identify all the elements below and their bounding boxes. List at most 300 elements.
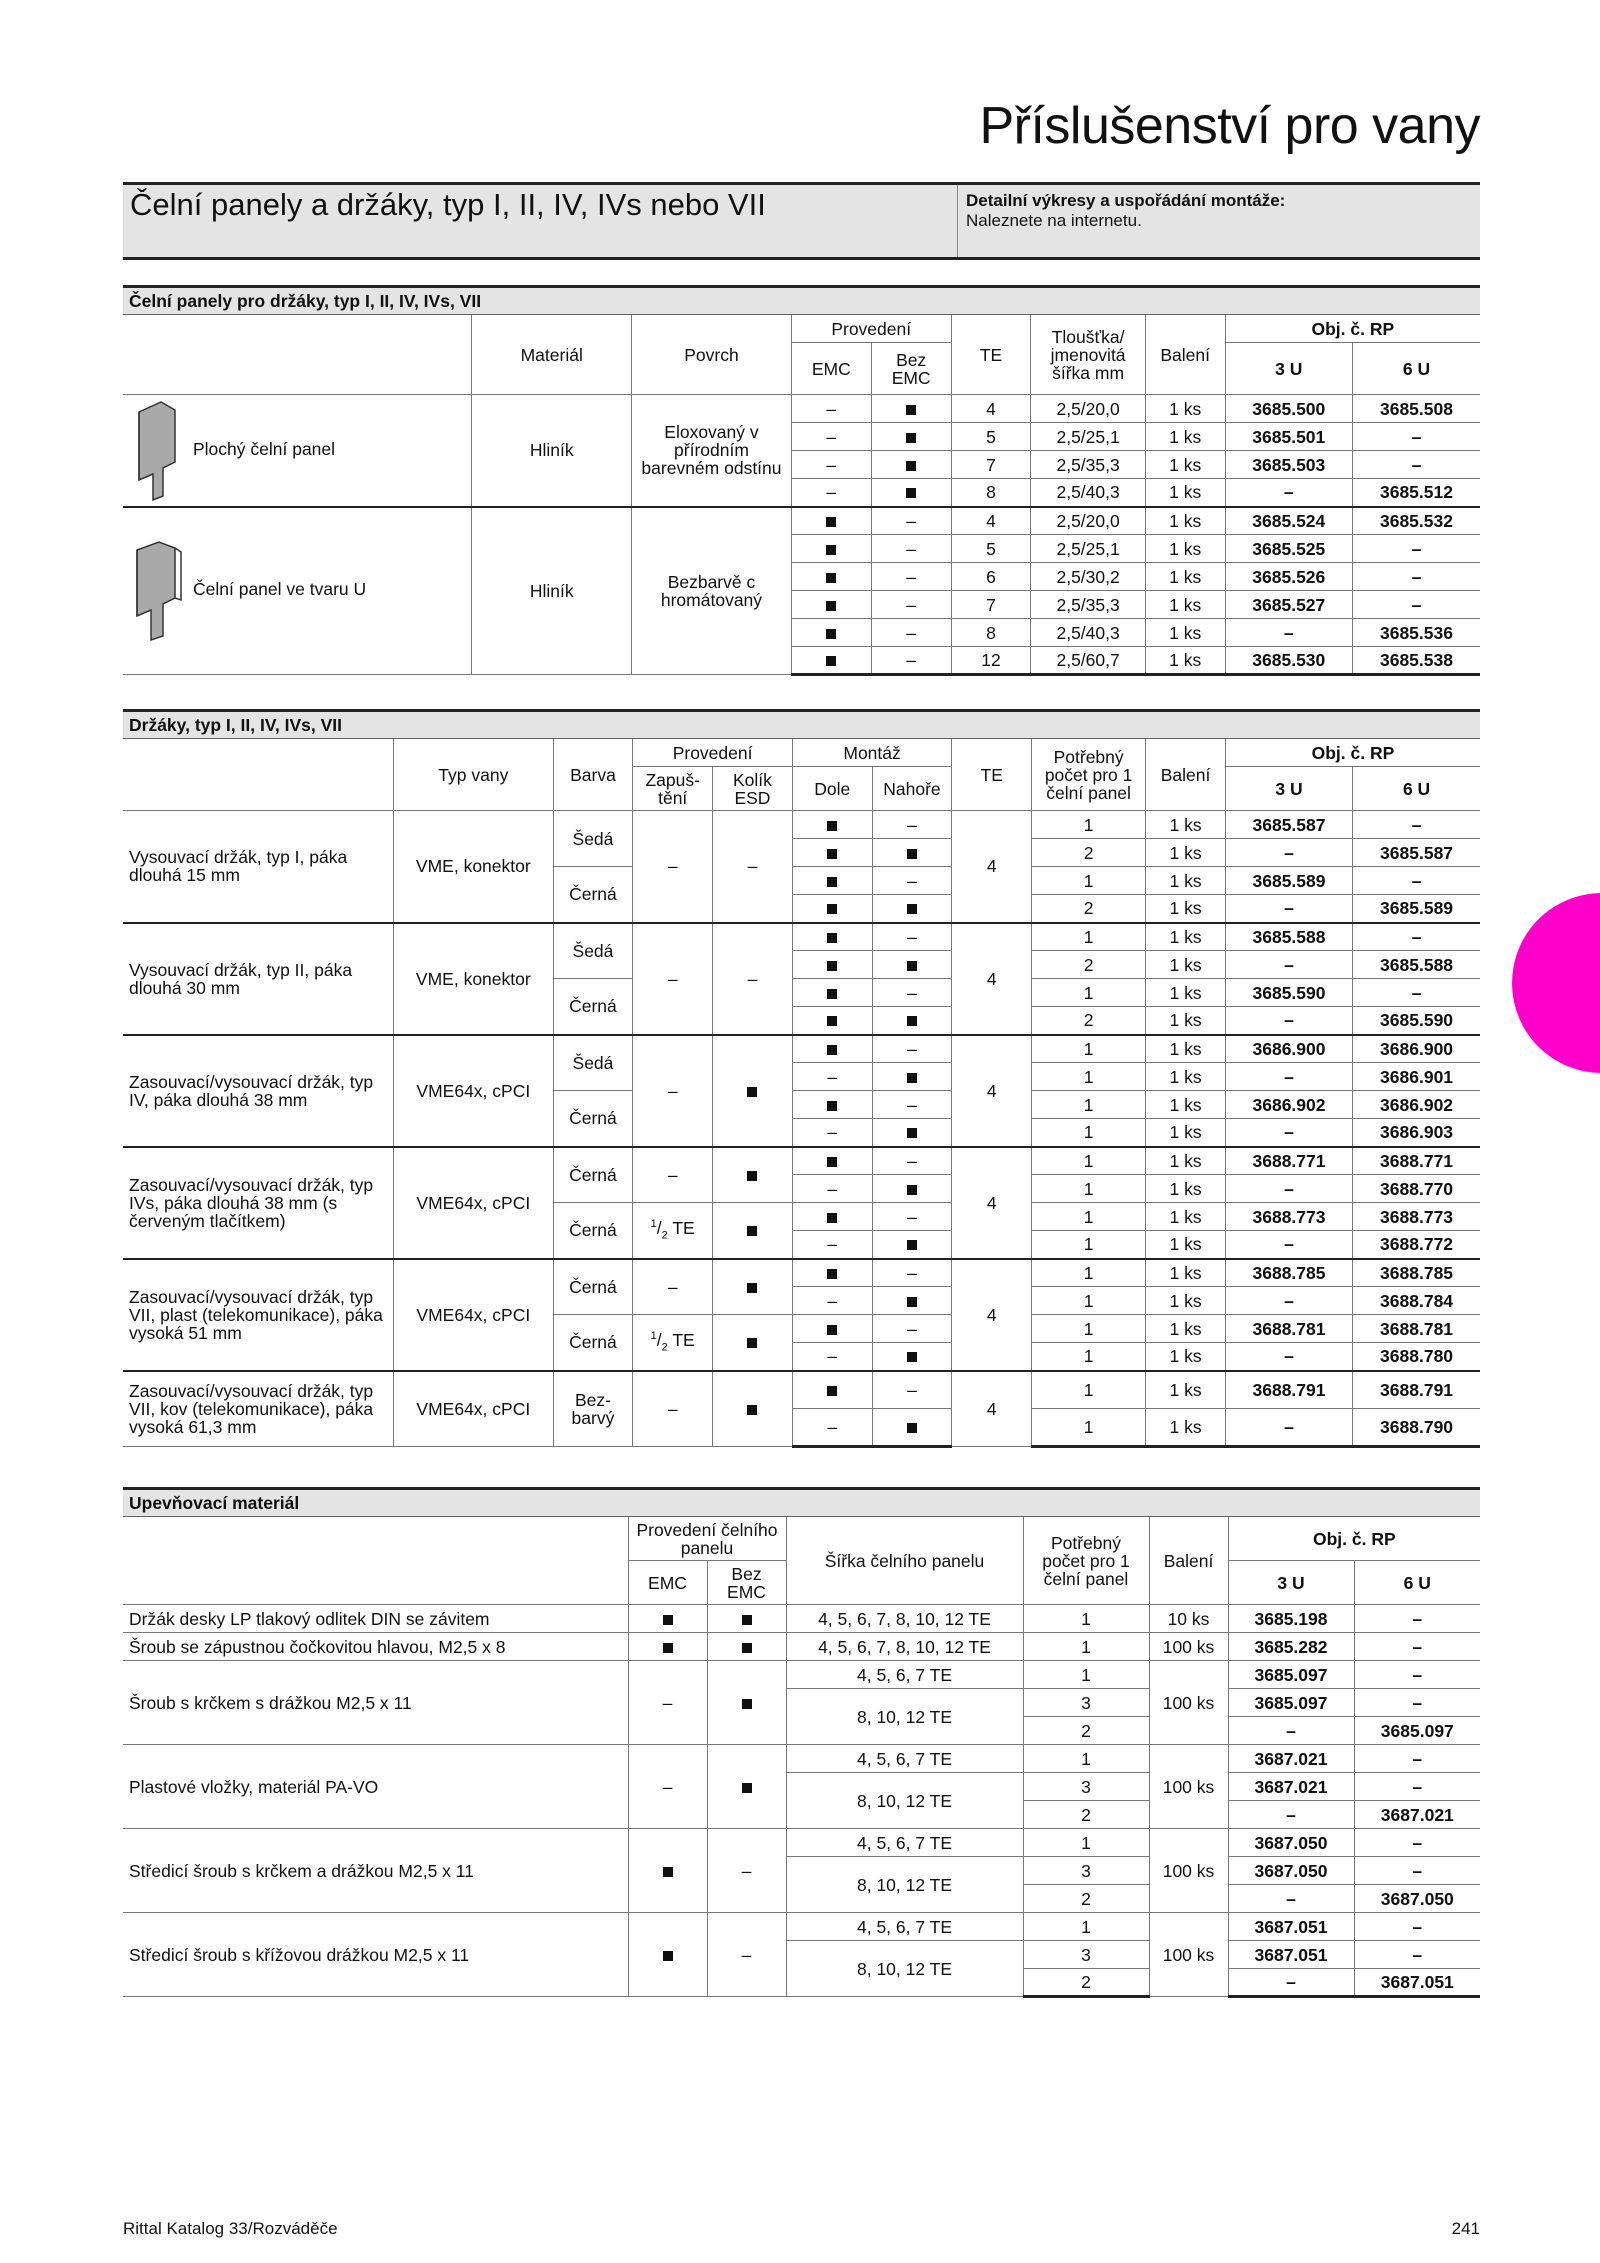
table-row bbox=[123, 1605, 1480, 1633]
table-cell bbox=[872, 1063, 952, 1091]
color-cell: Bez- barvý bbox=[553, 1371, 633, 1447]
square-mark-icon bbox=[747, 1171, 757, 1181]
table-cell: – bbox=[872, 811, 952, 839]
table-cell: 1 ks bbox=[1146, 1007, 1226, 1035]
square-mark-icon bbox=[742, 1615, 752, 1625]
table-cell: – bbox=[791, 451, 871, 479]
col-header: Typ vany bbox=[394, 739, 554, 811]
order-number: – bbox=[1353, 923, 1480, 951]
table-cell: 2,5/25,1 bbox=[1031, 423, 1145, 451]
table-cell: 2 bbox=[1032, 951, 1146, 979]
square-mark-icon bbox=[907, 904, 917, 914]
col-header: Kolík ESD bbox=[713, 767, 793, 811]
front-panels-table bbox=[123, 285, 1480, 676]
table-cell: – bbox=[872, 979, 952, 1007]
table-row bbox=[123, 1035, 1480, 1063]
table-cell bbox=[792, 1315, 872, 1343]
table-cell: 2,5/35,3 bbox=[1031, 451, 1145, 479]
table-cell bbox=[872, 895, 952, 923]
table-caption: Držáky, typ I, II, IV, IVs, VII bbox=[123, 711, 1480, 739]
table-cell bbox=[792, 1147, 872, 1175]
square-mark-icon bbox=[747, 1338, 757, 1348]
table-cell: 1 bbox=[1023, 1913, 1149, 1941]
square-mark-icon bbox=[827, 1269, 837, 1279]
square-mark-icon bbox=[907, 1352, 917, 1362]
order-number: 3687.051 bbox=[1228, 1913, 1354, 1941]
recess-cell: – bbox=[633, 811, 713, 923]
table-cell bbox=[628, 1829, 707, 1913]
width-cell: 8, 10, 12 TE bbox=[786, 1941, 1023, 1997]
half-te-fraction: $^1/_2$ TE bbox=[650, 1330, 695, 1354]
table-row bbox=[123, 395, 1480, 423]
table-cell bbox=[791, 647, 871, 675]
col-header: Obj. č. RP bbox=[1228, 1517, 1480, 1561]
table-cell: 1 ks bbox=[1146, 1371, 1226, 1409]
product-name: Šroub s krčkem s drážkou M2,5 x 11 bbox=[123, 1661, 628, 1745]
table-cell: – bbox=[872, 923, 952, 951]
recess-cell: – bbox=[633, 1371, 713, 1447]
table-cell: 1 ks bbox=[1146, 867, 1226, 895]
mounting-material-table bbox=[123, 1487, 1480, 1998]
table-cell: 1 ks bbox=[1145, 591, 1225, 619]
product-name-label: Plochý čelní panel bbox=[193, 438, 336, 459]
col-header: Balení bbox=[1149, 1517, 1228, 1605]
square-mark-icon bbox=[826, 573, 836, 583]
square-mark-icon bbox=[747, 1283, 757, 1293]
product-name: Šroub se zápustnou čočkovitou hlavou, M2,5 x 8 bbox=[123, 1633, 628, 1661]
table-caption: Čelní panely pro držáky, typ I, II, IV, IVs, VII bbox=[123, 287, 1480, 315]
order-number: – bbox=[1225, 1409, 1352, 1447]
order-number: 3688.780 bbox=[1353, 1343, 1480, 1371]
table-cell bbox=[628, 1605, 707, 1633]
table-cell: – bbox=[871, 507, 951, 535]
table-cell bbox=[707, 1605, 786, 1633]
square-mark-icon bbox=[827, 1016, 837, 1026]
table-cell: – bbox=[707, 1913, 786, 1997]
order-number: 3685.589 bbox=[1353, 895, 1480, 923]
table-cell bbox=[792, 1007, 872, 1035]
table-cell bbox=[791, 507, 871, 535]
order-number: – bbox=[1352, 591, 1480, 619]
esd-pin-cell: – bbox=[713, 811, 793, 923]
order-number: 3685.588 bbox=[1353, 951, 1480, 979]
table-cell: 3 bbox=[1023, 1941, 1149, 1969]
order-number: 3688.773 bbox=[1225, 1203, 1352, 1231]
table-cell: 1 bbox=[1023, 1605, 1149, 1633]
table-cell: 1 bbox=[1032, 1287, 1146, 1315]
order-number: 3686.900 bbox=[1225, 1035, 1352, 1063]
product-name bbox=[123, 395, 472, 507]
table-cell: 1 ks bbox=[1145, 535, 1225, 563]
table-cell: 1 ks bbox=[1145, 647, 1225, 675]
table-cell bbox=[792, 1203, 872, 1231]
table-cell: 10 ks bbox=[1149, 1605, 1228, 1633]
col-header: 6 U bbox=[1354, 1561, 1480, 1605]
product-name: Zasouvací/vysouvací držák, typ VII, plast (telekomunikace), páka vysoká 51 mm bbox=[123, 1259, 394, 1371]
order-number: 3685.590 bbox=[1225, 979, 1352, 1007]
product-name: Středicí šroub s krčkem a drážkou M2,5 x 11 bbox=[123, 1829, 628, 1913]
order-number: – bbox=[1225, 1175, 1352, 1203]
order-number: – bbox=[1354, 1941, 1480, 1969]
table-cell: 1 bbox=[1023, 1829, 1149, 1857]
table-cell: – bbox=[871, 619, 951, 647]
table-cell: – bbox=[872, 1091, 952, 1119]
table-cell: 1 ks bbox=[1146, 811, 1226, 839]
table-row bbox=[123, 1371, 1480, 1409]
square-mark-icon bbox=[907, 961, 917, 971]
esd-pin-cell bbox=[713, 1203, 793, 1259]
te-cell: 4 bbox=[952, 1035, 1032, 1147]
table-row bbox=[123, 1633, 1480, 1661]
table-cell: – bbox=[792, 1175, 872, 1203]
color-cell: Černá bbox=[553, 1203, 633, 1259]
table-row bbox=[123, 1661, 1480, 1689]
table-cell: 1 ks bbox=[1145, 423, 1225, 451]
product-name: Vysouvací držák, typ II, páka dlouhá 30 mm bbox=[123, 923, 394, 1035]
page-number: 241 bbox=[1451, 2219, 1480, 2238]
table-cell: – bbox=[872, 867, 952, 895]
width-cell: 4, 5, 6, 7 TE bbox=[786, 1661, 1023, 1689]
table-cell: 1 ks bbox=[1145, 395, 1225, 423]
packaging-cell: 100 ks bbox=[1149, 1745, 1228, 1829]
table-cell: 2,5/60,7 bbox=[1031, 647, 1145, 675]
order-number: 3686.902 bbox=[1353, 1091, 1480, 1119]
recess-cell: – bbox=[633, 1147, 713, 1203]
order-number: 3685.538 bbox=[1352, 647, 1480, 675]
u-panel-icon bbox=[129, 538, 187, 643]
square-mark-icon bbox=[906, 405, 916, 415]
table-cell bbox=[792, 811, 872, 839]
width-cell: 8, 10, 12 TE bbox=[786, 1773, 1023, 1829]
col-header: Montáž bbox=[792, 739, 952, 767]
holders-table bbox=[123, 709, 1480, 1448]
table-row bbox=[123, 923, 1480, 951]
table-cell: 1 ks bbox=[1146, 1287, 1226, 1315]
col-header: 6 U bbox=[1352, 343, 1480, 395]
order-number: 3687.051 bbox=[1354, 1969, 1480, 1997]
table-row bbox=[123, 1745, 1480, 1773]
table-cell: 6 bbox=[951, 563, 1031, 591]
page-title: Příslušenství pro vany bbox=[979, 97, 1480, 155]
col-header: Barva bbox=[553, 739, 633, 811]
table-cell: 2 bbox=[1032, 839, 1146, 867]
table-cell bbox=[872, 951, 952, 979]
table-cell: 1 ks bbox=[1146, 1203, 1226, 1231]
product-name-label: Čelní panel ve tvaru U bbox=[193, 579, 367, 600]
col-header: Obj. č. RP bbox=[1225, 739, 1480, 767]
square-mark-icon bbox=[827, 1386, 837, 1396]
order-number: 3685.097 bbox=[1228, 1661, 1354, 1689]
table-cell bbox=[707, 1661, 786, 1745]
order-number: – bbox=[1225, 1231, 1352, 1259]
table-cell: – bbox=[791, 479, 871, 507]
order-number: 3685.536 bbox=[1352, 619, 1480, 647]
table-cell bbox=[872, 1287, 952, 1315]
col-header: Šířka čelního panelu bbox=[786, 1517, 1023, 1605]
col-header: 3 U bbox=[1225, 343, 1352, 395]
esd-pin-cell bbox=[713, 1371, 793, 1447]
order-number: 3685.508 bbox=[1352, 395, 1480, 423]
order-number: – bbox=[1354, 1689, 1480, 1717]
col-header: Provedení bbox=[791, 315, 951, 343]
chapter-tab-marker bbox=[1512, 893, 1600, 1073]
col-header: Zapuš- tění bbox=[633, 767, 713, 811]
order-number: – bbox=[1352, 563, 1480, 591]
order-number: 3686.903 bbox=[1353, 1119, 1480, 1147]
rack-type-cell: VME, konektor bbox=[394, 811, 554, 923]
square-mark-icon bbox=[742, 1783, 752, 1793]
table-cell: 1 bbox=[1032, 923, 1146, 951]
order-number: 3685.587 bbox=[1225, 811, 1352, 839]
col-header: TE bbox=[952, 739, 1032, 811]
product-name: Držák desky LP tlakový odlitek DIN se závitem bbox=[123, 1605, 628, 1633]
col-header: Bez EMC bbox=[871, 343, 951, 395]
table-cell: 1 bbox=[1023, 1745, 1149, 1773]
square-mark-icon bbox=[663, 1643, 673, 1653]
order-number: – bbox=[1352, 451, 1480, 479]
table-cell: 1 ks bbox=[1146, 979, 1226, 1007]
table-cell: – bbox=[872, 1371, 952, 1409]
table-cell bbox=[792, 951, 872, 979]
order-number: 3687.050 bbox=[1354, 1885, 1480, 1913]
square-mark-icon bbox=[827, 821, 837, 831]
square-mark-icon bbox=[906, 488, 916, 498]
table-cell: 1 bbox=[1032, 1091, 1146, 1119]
width-cell: 4, 5, 6, 7 TE bbox=[786, 1913, 1023, 1941]
order-number: – bbox=[1225, 1007, 1352, 1035]
table-cell: 1 ks bbox=[1145, 619, 1225, 647]
table-cell bbox=[872, 1119, 952, 1147]
table-cell bbox=[707, 1745, 786, 1829]
order-number: 3687.051 bbox=[1228, 1941, 1354, 1969]
rack-type-cell: VME64x, cPCI bbox=[394, 1035, 554, 1147]
col-header: Dole bbox=[792, 767, 872, 811]
detail-note bbox=[958, 185, 1480, 257]
table-cell: – bbox=[707, 1829, 786, 1913]
table-cell: – bbox=[871, 591, 951, 619]
col-header: EMC bbox=[791, 343, 871, 395]
square-mark-icon bbox=[663, 1867, 673, 1877]
order-number: – bbox=[1225, 1287, 1352, 1315]
order-number: 3685.524 bbox=[1225, 507, 1352, 535]
section-title: Čelní panely a držáky, typ I, II, IV, IVs nebo VII bbox=[123, 185, 958, 257]
section-header bbox=[123, 182, 1480, 260]
table-cell: 3 bbox=[1023, 1857, 1149, 1885]
order-number: – bbox=[1354, 1633, 1480, 1661]
table-cell: – bbox=[792, 1063, 872, 1091]
table-cell: – bbox=[792, 1343, 872, 1371]
order-number: 3687.021 bbox=[1354, 1801, 1480, 1829]
table-cell: 2,5/20,0 bbox=[1031, 395, 1145, 423]
table-cell bbox=[872, 1343, 952, 1371]
esd-pin-cell: – bbox=[713, 923, 793, 1035]
table-cell: 1 bbox=[1032, 1147, 1146, 1175]
surface-cell: Bezbarvě c hromátovaný bbox=[632, 507, 792, 675]
packaging-cell: 100 ks bbox=[1149, 1661, 1228, 1745]
order-number: 3685.503 bbox=[1225, 451, 1352, 479]
product-name: Zasouvací/vysouvací držák, typ IVs, páka dlouhá 38 mm (s červeným tlačítkem) bbox=[123, 1147, 394, 1259]
table-cell: 1 bbox=[1032, 1063, 1146, 1091]
product-name: Středicí šroub s křížovou drážkou M2,5 x 11 bbox=[123, 1913, 628, 1997]
detail-note-bold: Detailní výkresy a uspořádání montáže: bbox=[966, 191, 1286, 210]
order-number: 3688.785 bbox=[1353, 1259, 1480, 1287]
square-mark-icon bbox=[827, 904, 837, 914]
table-cell: 1 ks bbox=[1145, 563, 1225, 591]
order-number: – bbox=[1225, 951, 1352, 979]
table-cell bbox=[871, 423, 951, 451]
footer-catalog: Rittal Katalog 33/Rozváděče bbox=[123, 2219, 338, 2238]
half-te-fraction: $^1/_2$ TE bbox=[650, 1218, 695, 1242]
order-number: – bbox=[1353, 867, 1480, 895]
order-number: 3685.590 bbox=[1353, 1007, 1480, 1035]
table-cell: 2 bbox=[1023, 1801, 1149, 1829]
table-cell bbox=[791, 591, 871, 619]
order-number: 3688.781 bbox=[1353, 1315, 1480, 1343]
order-number: – bbox=[1354, 1661, 1480, 1689]
surface-cell: Eloxovaný v přírodním barevném odstínu bbox=[632, 395, 792, 507]
square-mark-icon bbox=[827, 961, 837, 971]
col-header: Tloušťka/ jmenovitá šířka mm bbox=[1031, 315, 1145, 395]
product-name: Plastové vložky, materiál PA-VO bbox=[123, 1745, 628, 1829]
table-cell: 2,5/40,3 bbox=[1031, 619, 1145, 647]
color-cell: Černá bbox=[553, 1259, 633, 1315]
table-cell bbox=[871, 451, 951, 479]
width-cell: 8, 10, 12 TE bbox=[786, 1689, 1023, 1745]
order-number: 3688.772 bbox=[1353, 1231, 1480, 1259]
color-cell: Černá bbox=[553, 1315, 633, 1371]
table-cell: 1 bbox=[1032, 811, 1146, 839]
table-cell: – bbox=[792, 1287, 872, 1315]
order-number: 3687.021 bbox=[1228, 1773, 1354, 1801]
table-cell bbox=[872, 1007, 952, 1035]
rack-type-cell: VME64x, cPCI bbox=[394, 1147, 554, 1259]
order-number: 3685.525 bbox=[1225, 535, 1352, 563]
table-cell bbox=[791, 563, 871, 591]
square-mark-icon bbox=[663, 1951, 673, 1961]
col-header: Obj. č. RP bbox=[1225, 315, 1480, 343]
table-cell bbox=[791, 619, 871, 647]
table-cell bbox=[792, 895, 872, 923]
order-number: 3685.530 bbox=[1225, 647, 1352, 675]
order-number: – bbox=[1225, 895, 1352, 923]
col-header: Balení bbox=[1146, 739, 1226, 811]
recess-cell bbox=[633, 1203, 713, 1259]
table-cell: 3 bbox=[1023, 1689, 1149, 1717]
col-header: 3 U bbox=[1228, 1561, 1354, 1605]
table-cell: 1 bbox=[1032, 979, 1146, 1007]
col-header: Povrch bbox=[632, 315, 792, 395]
table-cell: 1 ks bbox=[1146, 839, 1226, 867]
col-header: Provedení čelního panelu bbox=[628, 1517, 786, 1561]
table-cell bbox=[872, 1409, 952, 1447]
order-number: 3688.770 bbox=[1353, 1175, 1480, 1203]
table-cell: 1 bbox=[1032, 1231, 1146, 1259]
square-mark-icon bbox=[747, 1087, 757, 1097]
table-cell: – bbox=[792, 1119, 872, 1147]
table-cell: 1 bbox=[1032, 1371, 1146, 1409]
order-number: 3688.791 bbox=[1225, 1371, 1352, 1409]
te-cell: 4 bbox=[952, 811, 1032, 923]
order-number: – bbox=[1228, 1801, 1354, 1829]
square-mark-icon bbox=[907, 1073, 917, 1083]
color-cell: Černá bbox=[553, 867, 633, 923]
table-cell: – bbox=[871, 647, 951, 675]
square-mark-icon bbox=[827, 1101, 837, 1111]
table-cell: 3 bbox=[1023, 1773, 1149, 1801]
table-cell: 7 bbox=[951, 451, 1031, 479]
table-row bbox=[123, 1147, 1480, 1175]
square-mark-icon bbox=[907, 1016, 917, 1026]
square-mark-icon bbox=[663, 1615, 673, 1625]
table-cell: 1 bbox=[1032, 1119, 1146, 1147]
table-cell: 2 bbox=[1023, 1717, 1149, 1745]
table-cell: 100 ks bbox=[1149, 1633, 1228, 1661]
square-mark-icon bbox=[907, 1240, 917, 1250]
col-header: Nahoře bbox=[872, 767, 952, 811]
esd-pin-cell bbox=[713, 1259, 793, 1315]
square-mark-icon bbox=[907, 1423, 917, 1433]
order-number: – bbox=[1225, 1343, 1352, 1371]
table-cell: 2 bbox=[1023, 1885, 1149, 1913]
table-cell bbox=[792, 1371, 872, 1409]
te-cell: 4 bbox=[952, 923, 1032, 1035]
table-cell: 1 bbox=[1032, 1175, 1146, 1203]
order-number: 3685.198 bbox=[1228, 1605, 1354, 1633]
col-header: Potřebný počet pro 1 čelní panel bbox=[1032, 739, 1146, 811]
table-cell: 2,5/40,3 bbox=[1031, 479, 1145, 507]
order-number: 3688.790 bbox=[1353, 1409, 1480, 1447]
order-number: 3688.773 bbox=[1353, 1203, 1480, 1231]
col-header: Potřebný počet pro 1 čelní panel bbox=[1023, 1517, 1149, 1605]
square-mark-icon bbox=[907, 1185, 917, 1195]
table-cell: 2 bbox=[1032, 1007, 1146, 1035]
rack-type-cell: VME, konektor bbox=[394, 923, 554, 1035]
esd-pin-cell bbox=[713, 1315, 793, 1371]
rack-type-cell: VME64x, cPCI bbox=[394, 1371, 554, 1447]
table-cell: 1 bbox=[1032, 1203, 1146, 1231]
table-cell bbox=[872, 1175, 952, 1203]
order-number: – bbox=[1354, 1913, 1480, 1941]
table-cell: – bbox=[628, 1661, 707, 1745]
table-cell: 2,5/20,0 bbox=[1031, 507, 1145, 535]
square-mark-icon bbox=[907, 1128, 917, 1138]
col-header: Provedení bbox=[633, 739, 793, 767]
table-cell: 1 bbox=[1023, 1633, 1149, 1661]
square-mark-icon bbox=[827, 877, 837, 887]
table-cell bbox=[871, 395, 951, 423]
table-caption: Upevňovací materiál bbox=[123, 1489, 1480, 1517]
table-cell bbox=[792, 1091, 872, 1119]
table-row bbox=[123, 1259, 1480, 1287]
table-cell: – bbox=[871, 535, 951, 563]
table-row bbox=[123, 1913, 1480, 1941]
product-name: Vysouvací držák, typ I, páka dlouhá 15 mm bbox=[123, 811, 394, 923]
table-cell: 1 ks bbox=[1145, 451, 1225, 479]
table-cell: 1 ks bbox=[1146, 1315, 1226, 1343]
order-number: 3685.587 bbox=[1353, 839, 1480, 867]
table-cell bbox=[628, 1913, 707, 1997]
order-number: 3687.050 bbox=[1228, 1829, 1354, 1857]
detail-note-text: Naleznete na internetu. bbox=[966, 211, 1142, 230]
table-cell: 2,5/30,2 bbox=[1031, 563, 1145, 591]
order-number: – bbox=[1228, 1717, 1354, 1745]
table-cell: – bbox=[872, 1035, 952, 1063]
table-cell bbox=[791, 535, 871, 563]
table-cell: 8 bbox=[951, 619, 1031, 647]
table-cell bbox=[792, 923, 872, 951]
table-cell bbox=[872, 1231, 952, 1259]
table-cell: 1 ks bbox=[1146, 1035, 1226, 1063]
